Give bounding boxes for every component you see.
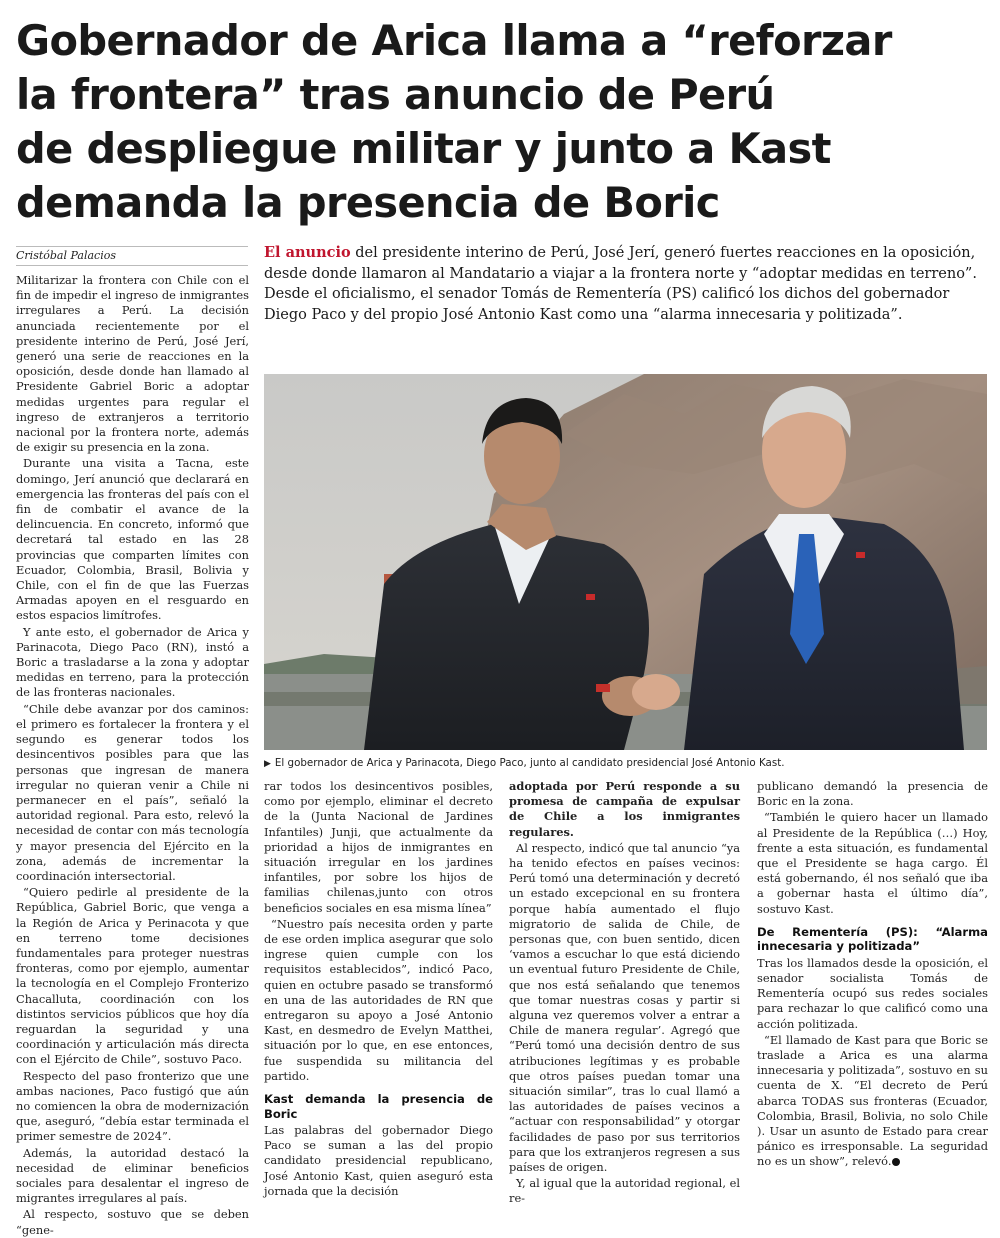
headline-line: de despliegue militar y junto a Kast — [16, 124, 831, 173]
paragraph: “Quiero pedirle al presidente de la República, Gabriel Boric, que venga a la Región de Arica y Perinacota y que en terreno tome decisiones fundamentales para proteger nuestras fronteras, como por ejemplo, aumentar la tecnología en el Complejo Fronterizo Chacalluta, coordinación con los distintos servicios públicos que hoy día reguardan la seguridad y una coordinación y articulación más directa con el Ejército de Chile”, sostuvo Paco. — [16, 885, 249, 1067]
lead-start: El anuncio — [264, 244, 351, 261]
paragraph: adoptada por Perú responde a su promesa de campaña de expulsar de Chile a los inmigrantes regulares. — [509, 779, 740, 839]
paragraph: rar todos los desincentivos posibles, como por ejemplo, eliminar el decreto de la (Junta Nacional de Jardines Infantiles) Junji, que actualmente da prioridad a hijos de inmigrantes en situación irregular en los jardines infantiles, por sobre los hijos de familias chilenas,junto con otros beneficios sociales en esa misma línea” — [264, 779, 493, 915]
article-photo — [264, 374, 987, 750]
headline-line: Gobernador de Arica llama a “reforzar — [16, 16, 892, 65]
body-column-2 — [264, 779, 493, 1198]
caption-text: El gobernador de Arica y Parinacota, Diego Paco, junto al candidato presidencial José Antonio Kast. — [274, 757, 785, 769]
paragraph: “Nuestro país necesita orden y parte de ese orden implica asegurar que solo ingrese quien cumple con los requisitos establecidos”, indicó Paco, quien en octubre pasado se transformó en una de las autoridades de RN que entregaron su apoyo a José Antonio Kast, en desmedro de Evelyn Matthei, situación por lo que, en ese entonces, fue suspendida su militancia del partido. — [264, 916, 493, 1083]
lead-paragraph — [264, 243, 984, 325]
body-column-4 — [757, 779, 988, 1169]
subheading: De Rementería (PS): “Alarma innecesaria y politizada” — [757, 924, 988, 954]
subheading: Kast demanda la presencia de Boric — [264, 1092, 493, 1121]
paragraph: Durante una visita a Tacna, este domingo, Jerí anunció que declarará en emergencia las fronteras del país con el fin de combatir el avance de la delincuencia. En concreto, informó que decretará tal estado en las 28 provincias que comparten límites con Ecuador, Colombia, Brasil, Bolivia y Chile, con el fin de que las Fuerzas Armadas apoyen en el resguardo en estos espacios limítrofes. — [16, 456, 249, 623]
headline — [16, 14, 986, 230]
headline-line: la frontera” tras anuncio de Perú — [16, 70, 775, 119]
lead-text: del presidente interino de Perú, José Jerí, generó fuertes reacciones en la oposición, desde donde llamaron al Mandatario a viajar a la frontera norte y “adoptar medidas en terreno”. Desde el oficialismo, el senador Tomás de Rementería (PS) calificó los dichos del gobernador Diego Paco y del propio José Antonio Kast como una “alarma innecesaria y politizada”. — [264, 245, 977, 323]
paragraph: Las palabras del gobernador Diego Paco se suman a las del propio candidato presidencial republicano, José Antonio Kast, quien aseguró esta jornada que la decisión — [264, 1123, 493, 1198]
end-mark-icon — [892, 1158, 900, 1166]
paragraph: publicano demandó la presencia de Boric en la zona. — [757, 779, 988, 809]
headline-line: demanda la presencia de Boric — [16, 178, 720, 227]
paragraph — [757, 1033, 988, 1170]
paragraph: Al respecto, sostuvo que se deben “gene- — [16, 1207, 249, 1237]
paragraph: Militarizar la frontera con Chile con el fin de impedir el ingreso de inmigrantes irregulares a Perú. La decisión anunciada recientemente por el presidente interino de Perú, José Jerí, generó una serie de reacciones en la oposición, desde donde han llamado al Presidente Gabriel Boric a adoptar medidas urgentes para regular el ingreso de extranjeros a territorio nacional por la frontera norte, además de exigir su presencia en la zona. — [16, 273, 249, 455]
paragraph: Al respecto, indicó que tal anuncio “ya ha tenido efectos en países vecinos: Perú tomó una determinación y decretó un estado excepcional en su frontera porque había aumentado el flujo migratorio de salida de Chile, de personas que, con buen sentido, dicen ‘vamos a escuchar lo que está diciendo un eventual futuro Presidente de Chile, que nos está señalando que tenemos que tomar nuestras cosas y partir si alguna vez queremos volver a entrar a Chile de manera regular’. Agregó que “Perú tomó una decisión dentro de sus atribuciones legítimas y es probable que otros países puedan tomar una situación similar”, tras lo cual llamó a las autoridades de países vecinos a “actuar con responsabilidad” y otorgar facilidades de paso por sus territorios para que los extranjeros regresen a sus países de origen. — [509, 840, 740, 1175]
caption-triangle-icon: ▶ — [264, 759, 271, 769]
photo-caption — [264, 757, 987, 769]
byline: Cristóbal Palacios — [16, 246, 248, 266]
paragraph: “Chile debe avanzar por dos caminos: el primero es fortalecer la frontera y el segundo es generar todos los desincentivos posibles para que las personas que ingresan de manera irregular no quieran venir a Chile ni permanecer en el país”, señaló la autoridad regional. Para esto, relevó la necesidad de contar con más tecnología y mayor presencia del Ejército en la zona, además de incrementar la coordinación intersectorial. — [16, 701, 249, 883]
photo-illustration — [264, 374, 987, 750]
body-column-3 — [509, 779, 740, 1206]
paragraph: Y ante esto, el gobernador de Arica y Parinacota, Diego Paco (RN), instó a Boric a trasladarse a la zona y adoptar medidas en terreno, para la protección de las fronteras nacionales. — [16, 624, 249, 700]
paragraph-text: “El llamado de Kast para que Boric se traslade a Arica es una alarma innecesaria y politizada”, sostuvo en su cuenta de X. “El decreto de Perú abarca TODAS sus fronteras (Ecuador, Colombia, Brasil, Bolivia, no solo Chile ). Usar un asunto de Estado para crear pánico es irresponsable. La seguridad no es un show”, relevó. — [757, 1032, 988, 1169]
body-column-1 — [16, 273, 249, 1237]
paragraph: Tras los llamados desde la oposición, el senador socialista Tomás de Rementería ocupó sus redes sociales para rechazar lo que calificó como una acción politizada. — [757, 955, 988, 1031]
paragraph: Además, la autoridad destacó la necesidad de eliminar beneficios sociales para desalentar el ingreso de migrantes irregulares al país. — [16, 1145, 249, 1206]
paragraph: Y, al igual que la autoridad regional, el re- — [509, 1176, 740, 1206]
paragraph: “También le quiero hacer un llamado al Presidente de la República (…) Hoy, frente a esta situación, es fundamental que el Presidente se haga cargo. Él está gobernando, él nos señaló que iba a gobernar hasta el último día”, sostuvo Kast. — [757, 810, 988, 916]
paragraph: Respecto del paso fronterizo que une ambas naciones, Paco fustigó que aún no comiencen la obra de modernización que, aseguró, “debía estar terminada el primer semestre de 2024”. — [16, 1068, 249, 1144]
